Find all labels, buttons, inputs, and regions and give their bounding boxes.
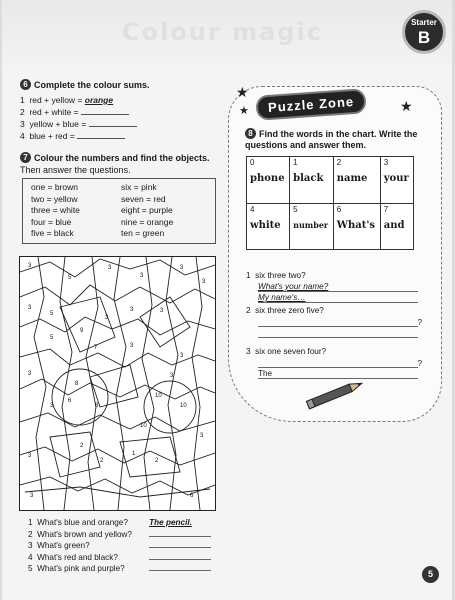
region-number: 10 bbox=[140, 423, 147, 429]
cell-word: and bbox=[383, 219, 405, 231]
sum-item bbox=[20, 94, 137, 106]
cell-number: 0 bbox=[250, 158, 255, 167]
ex6-sums bbox=[20, 94, 137, 142]
level-badge bbox=[402, 10, 446, 54]
puzzle-q-prompt: six three zero five? bbox=[255, 306, 324, 315]
sum-blank[interactable] bbox=[89, 119, 137, 127]
ex8-instruction-line2: questions and answer them. bbox=[245, 140, 367, 150]
region-number: 3 bbox=[30, 493, 34, 499]
region-number: 3 bbox=[180, 353, 184, 359]
region-number: 7 bbox=[94, 345, 98, 351]
level-badge-label: Starter bbox=[411, 18, 437, 27]
region-number: 3 bbox=[105, 315, 109, 321]
region-number: 3 bbox=[28, 305, 32, 311]
region-number: 3 bbox=[170, 373, 174, 379]
answer-line[interactable] bbox=[149, 529, 211, 537]
key-entry: two = yellow bbox=[31, 193, 78, 204]
question-item bbox=[28, 540, 211, 552]
region-number: 10 bbox=[180, 403, 187, 409]
region-number: 3 bbox=[202, 279, 206, 285]
colour-by-number-svg bbox=[20, 257, 215, 510]
sum-text: blue + red = bbox=[29, 131, 78, 141]
region-number: 3 bbox=[180, 265, 184, 271]
puzzle-q2 bbox=[246, 305, 418, 316]
question-item bbox=[28, 517, 211, 529]
puzzle-q1-answer: My name's… bbox=[258, 293, 306, 302]
region-number: 3 bbox=[28, 371, 32, 377]
cell-word: white bbox=[250, 219, 281, 231]
word-cell bbox=[290, 203, 334, 250]
colour-by-number-picture bbox=[19, 256, 216, 511]
answer-line[interactable] bbox=[258, 368, 418, 379]
ex8-instruction bbox=[245, 128, 435, 151]
header-band bbox=[2, 0, 452, 68]
answer-line[interactable] bbox=[258, 327, 418, 338]
puzzle-questions bbox=[246, 270, 422, 379]
page-number: 5 bbox=[422, 566, 439, 583]
ex6-instruction bbox=[20, 79, 150, 90]
region-number: 3 bbox=[130, 343, 134, 349]
key-entry: nine = orange bbox=[121, 216, 174, 227]
puzzle-q3 bbox=[246, 346, 418, 357]
ex6-number: 6 bbox=[20, 79, 31, 90]
question-num: 1 bbox=[28, 518, 33, 527]
star-icon: ★ bbox=[239, 105, 249, 117]
word-cell bbox=[290, 157, 334, 204]
sum-item bbox=[20, 106, 137, 118]
region-number: 2 bbox=[80, 443, 84, 449]
region-number: 6 bbox=[68, 398, 72, 404]
pencil-icon bbox=[298, 380, 368, 410]
word-cell bbox=[247, 203, 290, 250]
region-number: 5 bbox=[68, 275, 72, 281]
puzzle-q1 bbox=[246, 270, 418, 281]
region-number: 8 bbox=[95, 403, 99, 409]
question-num: 3 bbox=[28, 541, 33, 550]
puzzle-q-num: 3 bbox=[246, 347, 251, 356]
ex7-instruction-line2: Then answer the questions. bbox=[20, 165, 131, 175]
sum-item bbox=[20, 118, 137, 130]
header-ghost-title: Colour magic bbox=[122, 18, 323, 46]
cell-number: 6 bbox=[336, 204, 342, 214]
word-cell bbox=[333, 203, 380, 250]
word-cell bbox=[380, 157, 413, 204]
question-num: 2 bbox=[28, 529, 33, 539]
sum-answer: orange bbox=[84, 95, 114, 105]
region-number: 5 bbox=[50, 335, 54, 341]
puzzle-q-prompt: six one seven four? bbox=[255, 347, 327, 356]
puzzle-q-num: 2 bbox=[246, 306, 251, 315]
sum-text: yellow + blue = bbox=[29, 119, 89, 129]
word-chart-row bbox=[247, 157, 414, 204]
ex8-instruction-line1: Find the words in the chart. Write the bbox=[259, 129, 418, 139]
answer-line[interactable] bbox=[258, 292, 418, 303]
puzzle-q-prompt: six three two? bbox=[255, 271, 306, 280]
ex8-number: 8 bbox=[245, 128, 256, 139]
ex7-instruction-line1: Colour the numbers and find the objects. bbox=[34, 153, 210, 163]
grid-number-labels bbox=[28, 263, 206, 499]
region-number: 5 bbox=[50, 311, 54, 317]
puzzle-zone-title: Puzzle Zone bbox=[255, 88, 367, 121]
region-number: 3 bbox=[140, 273, 144, 279]
answer-line[interactable] bbox=[258, 281, 418, 292]
puzzle-q-num: 1 bbox=[246, 271, 251, 280]
cell-word: What's bbox=[336, 219, 376, 231]
region-number: 3 bbox=[28, 453, 32, 459]
key-entry: three = white bbox=[31, 205, 80, 216]
question-text: What's pink and purple? bbox=[37, 564, 125, 573]
sum-blank[interactable] bbox=[81, 107, 129, 115]
sum-num: 1 bbox=[20, 95, 25, 105]
region-number: 8 bbox=[75, 381, 79, 387]
cell-number: 1 bbox=[293, 158, 298, 167]
key-entry: ten = green bbox=[121, 228, 165, 239]
question-item bbox=[28, 552, 211, 564]
question-text: What's blue and orange? bbox=[37, 518, 128, 527]
sum-blank[interactable] bbox=[77, 131, 125, 139]
colour-key-box bbox=[22, 178, 216, 244]
question-item bbox=[28, 529, 211, 541]
word-cell bbox=[333, 157, 380, 204]
key-entry: four = blue bbox=[31, 216, 72, 227]
region-number: 3 bbox=[130, 307, 134, 313]
question-text: What's red and black? bbox=[37, 552, 118, 562]
answer-line[interactable] bbox=[149, 552, 211, 560]
question-num: 5 bbox=[28, 564, 33, 573]
question-text: What's green? bbox=[37, 541, 90, 550]
region-number: 2 bbox=[100, 458, 104, 464]
answer-line[interactable] bbox=[149, 563, 211, 571]
region-number: 3 bbox=[160, 308, 164, 314]
ex6-instruction-text: Complete the colour sums. bbox=[34, 80, 150, 90]
region-number: 3 bbox=[108, 265, 112, 271]
cell-number: 7 bbox=[383, 204, 389, 214]
sum-num: 4 bbox=[20, 131, 25, 141]
word-chart bbox=[246, 156, 414, 250]
ex7-questions bbox=[28, 517, 211, 575]
region-number: 6 bbox=[190, 493, 194, 499]
region-number: 9 bbox=[80, 328, 84, 334]
cell-word: number bbox=[293, 219, 329, 230]
puzzle-q3-answer-start: The bbox=[258, 369, 273, 378]
region-number: 10 bbox=[155, 393, 162, 399]
answer-line[interactable] bbox=[149, 540, 211, 548]
sum-text: red + white = bbox=[29, 107, 81, 117]
cell-number: 4 bbox=[250, 204, 255, 214]
ex7-instruction bbox=[20, 152, 210, 176]
cell-word: phone bbox=[250, 173, 285, 184]
question-mark: ? bbox=[417, 318, 422, 327]
word-cell bbox=[380, 203, 413, 250]
answer-line[interactable] bbox=[258, 357, 422, 368]
sum-num: 2 bbox=[20, 107, 25, 117]
key-entry: five = black bbox=[31, 228, 74, 239]
sum-num: 3 bbox=[20, 119, 25, 129]
puzzle-q1-question: What's your name? bbox=[258, 282, 329, 291]
cell-number: 5 bbox=[293, 204, 298, 214]
word-cell bbox=[247, 157, 290, 204]
cell-number: 3 bbox=[383, 158, 389, 167]
region-number: 2 bbox=[155, 458, 159, 464]
question-num: 4 bbox=[28, 552, 33, 562]
key-entry: six = pink bbox=[121, 182, 157, 192]
star-icon: ★ bbox=[236, 84, 249, 100]
key-entry: one = brown bbox=[31, 182, 79, 192]
star-icon: ★ bbox=[400, 98, 413, 114]
key-entry: eight = purple bbox=[121, 205, 173, 216]
cell-number: 2 bbox=[336, 158, 342, 167]
key-entry: seven = red bbox=[121, 193, 166, 204]
cell-word: black bbox=[293, 173, 324, 184]
sum-text: red + yellow = bbox=[29, 95, 85, 105]
level-badge-letter: B bbox=[417, 28, 431, 47]
region-number: 3 bbox=[200, 433, 204, 439]
question-text: What's brown and yellow? bbox=[37, 529, 132, 539]
ex7-number: 7 bbox=[20, 152, 31, 163]
question-mark: ? bbox=[417, 359, 422, 368]
workbook-page bbox=[2, 0, 452, 600]
cell-word: name bbox=[336, 173, 368, 184]
region-number: 3 bbox=[50, 403, 54, 409]
answer-line[interactable] bbox=[258, 316, 422, 327]
cell-word: your bbox=[383, 173, 409, 184]
region-number: 3 bbox=[28, 263, 32, 269]
sum-item bbox=[20, 130, 137, 142]
question-answer: The pencil. bbox=[149, 518, 192, 527]
region-number: 1 bbox=[132, 451, 136, 457]
word-chart-row bbox=[247, 203, 414, 250]
question-item bbox=[28, 563, 211, 575]
